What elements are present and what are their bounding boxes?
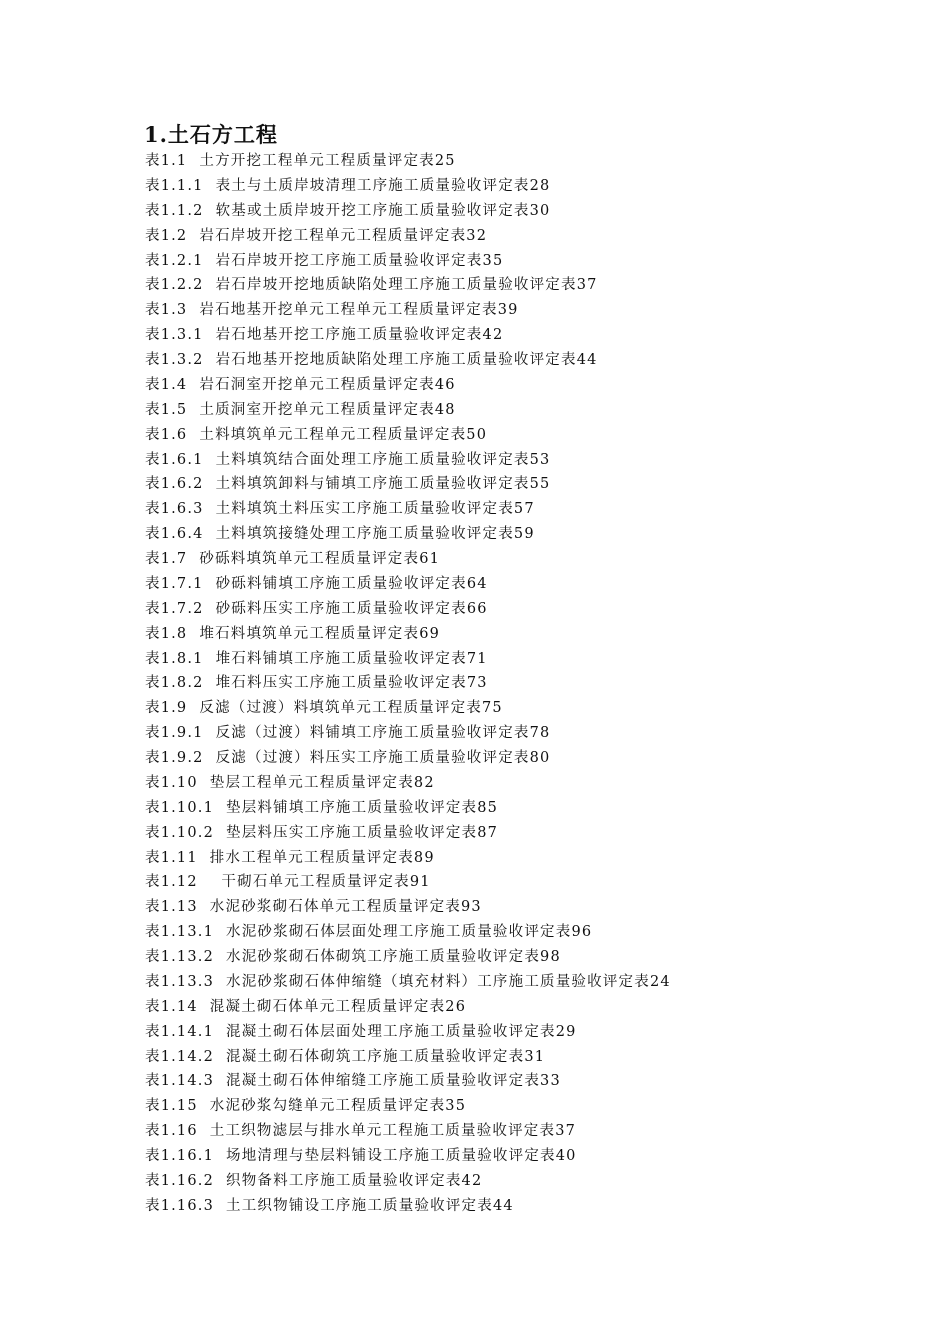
- toc-entry-number: 表1.9.2: [145, 750, 204, 766]
- toc-entry: [145, 572, 671, 597]
- toc-entry-page-number: 26: [445, 998, 467, 1015]
- toc-entry-title: 混凝土砌石体单元工程质量评定表: [209, 998, 446, 1015]
- toc-entry: [145, 746, 671, 771]
- toc-entry-title: 混凝土砌石体砌筑工序施工质量验收评定表: [226, 1048, 525, 1065]
- toc-entry-title: 织物备料工序施工质量验收评定表: [226, 1172, 462, 1189]
- toc-entry-number: 表1.16.1: [145, 1148, 215, 1164]
- toc-entry-number: 表1.11: [145, 849, 198, 866]
- toc-entry-title: 砂砾料压实工序施工质量验收评定表: [215, 600, 467, 617]
- section-heading: 1.土石方工程: [144, 122, 278, 147]
- toc-entry-title: 垫层料铺填工序施工质量验收评定表: [226, 799, 478, 816]
- toc-entry-page-number: 71: [466, 650, 488, 667]
- toc-entry-page-number: 46: [434, 376, 456, 393]
- toc-entry-page-number: 75: [481, 700, 503, 717]
- toc-entry-title: 岩石地基开挖单元工程单元工程质量评定表: [199, 302, 498, 319]
- toc-entry-title: 岩石岸坡开挖工程单元工程质量评定表: [199, 227, 467, 244]
- toc-entry-number: 表1.15: [145, 1098, 198, 1115]
- toc-entry-page-number: 35: [445, 1098, 467, 1115]
- toc-entry: [145, 796, 671, 821]
- toc-list: [145, 149, 671, 1219]
- toc-entry-number: 表1.7.1: [145, 575, 204, 592]
- toc-entry-page-number: 80: [529, 750, 551, 766]
- toc-entry: [145, 1169, 671, 1194]
- toc-entry-page-number: 25: [434, 153, 456, 169]
- toc-entry-number: 表1.2.2: [145, 277, 204, 294]
- toc-entry-number: 表1.13.2: [145, 949, 215, 965]
- toc-entry-page-number: 31: [524, 1048, 546, 1065]
- toc-entry-number: 表1.2.1: [145, 252, 204, 269]
- toc-entry-number: 表1.8: [145, 625, 188, 642]
- toc-entry-page-number: 24: [649, 973, 671, 990]
- toc-entry-title: 干砌石单元工程质量评定表: [209, 874, 410, 891]
- toc-entry-number: 表1.1.1: [145, 177, 204, 194]
- toc-entry-title: 表土与土质岸坡清理工序施工质量验收评定表: [215, 177, 530, 194]
- toc-entry-title: 堆石料铺填工序施工质量验收评定表: [215, 650, 467, 667]
- toc-entry-number: 表1.16.2: [145, 1172, 215, 1189]
- toc-entry: [145, 995, 671, 1020]
- toc-entry-number: 表1.12: [145, 874, 198, 891]
- toc-entry-page-number: 28: [529, 177, 551, 194]
- toc-entry-page-number: 73: [466, 675, 488, 692]
- toc-entry: [145, 945, 671, 970]
- toc-entry-number: 表1.5: [145, 401, 188, 418]
- toc-entry: [145, 920, 671, 945]
- toc-entry-page-number: 44: [492, 1197, 514, 1214]
- toc-entry-title: 软基或土质岸坡开挖工序施工质量验收评定表: [215, 202, 530, 219]
- toc-entry-number: 表1.10.1: [145, 799, 215, 816]
- toc-entry: [145, 373, 671, 398]
- toc-entry: [145, 1144, 671, 1169]
- toc-entry-page-number: 48: [434, 401, 456, 418]
- toc-entry-title: 土料填筑接缝处理工序施工质量验收评定表: [215, 526, 514, 543]
- toc-entry-page-number: 55: [529, 476, 551, 493]
- toc-entry-number: 表1.16: [145, 1123, 198, 1140]
- toc-entry-title: 砂砾料铺填工序施工质量验收评定表: [215, 575, 467, 592]
- toc-entry-title: 土料填筑结合面处理工序施工质量验收评定表: [215, 451, 530, 468]
- toc-entry: [145, 846, 671, 871]
- toc-entry: [145, 771, 671, 796]
- toc-entry: [145, 1094, 671, 1119]
- toc-entry-number: 表1.6.3: [145, 501, 204, 518]
- toc-entry-number: 表1.10.2: [145, 824, 215, 841]
- toc-entry-page-number: 57: [513, 501, 535, 518]
- toc-entry-number: 表1.13.1: [145, 924, 215, 941]
- toc-entry-number: 表1.13.3: [145, 973, 215, 990]
- toc-entry-page-number: 37: [576, 277, 598, 294]
- toc-entry-page-number: 89: [413, 849, 435, 866]
- toc-entry-page-number: 32: [466, 227, 488, 244]
- toc-entry-number: 表1.16.3: [145, 1197, 215, 1214]
- toc-entry: [145, 696, 671, 721]
- toc-entry-title: 水泥砂浆砌石体层面处理工序施工质量验收评定表: [226, 924, 572, 941]
- toc-entry-number: 表1.13: [145, 899, 198, 916]
- toc-entry-title: 堆石料压实工序施工质量验收评定表: [215, 675, 467, 692]
- toc-entry: [145, 273, 671, 298]
- toc-entry: [145, 398, 671, 423]
- toc-entry-page-number: 30: [529, 202, 551, 219]
- toc-entry-number: 表1.7.2: [145, 600, 204, 617]
- toc-entry-page-number: 93: [461, 899, 482, 916]
- toc-entry-title: 土料填筑土料压实工序施工质量验收评定表: [215, 501, 514, 518]
- toc-entry-number: 表1.14.2: [145, 1048, 215, 1065]
- toc-entry-title: 土方开挖工程单元工程质量评定表: [199, 153, 435, 169]
- toc-entry-page-number: 42: [482, 327, 504, 344]
- toc-entry-title: 岩石地基开挖工序施工质量验收评定表: [215, 327, 483, 344]
- toc-entry-number: 表1.9: [145, 700, 188, 717]
- toc-entry: [145, 174, 671, 199]
- toc-entry-title: 岩石岸坡开挖地质缺陷处理工序施工质量验收评定表: [215, 277, 577, 294]
- toc-entry-number: 表1.1.2: [145, 202, 204, 219]
- toc-entry: [145, 1069, 671, 1094]
- toc-entry-number: 表1.10: [145, 774, 198, 791]
- toc-entry-title: 土工织物滤层与排水单元工程施工质量验收评定表: [209, 1123, 556, 1140]
- toc-entry: [145, 323, 671, 348]
- toc-entry-page-number: 66: [466, 600, 488, 617]
- toc-entry: [145, 497, 671, 522]
- toc-entry-title: 岩石地基开挖地质缺陷处理工序施工质量验收评定表: [215, 352, 577, 368]
- toc-entry-title: 土工织物铺设工序施工质量验收评定表: [226, 1197, 493, 1214]
- toc-entry-number: 表1.9.1: [145, 725, 204, 742]
- toc-entry-title: 水泥砂浆砌石体砌筑工序施工质量验收评定表: [226, 949, 541, 965]
- toc-entry-title: 土质洞室开挖单元工程质量评定表: [199, 401, 435, 418]
- toc-entry-title: 反滤（过渡）料填筑单元工程质量评定表: [199, 700, 482, 717]
- toc-entry-number: 表1.3.1: [145, 327, 204, 344]
- toc-entry-page-number: 59: [513, 526, 535, 543]
- toc-entry-page-number: 87: [477, 824, 499, 841]
- toc-entry-title: 排水工程单元工程质量评定表: [209, 849, 414, 866]
- toc-entry-title: 反滤（过渡）料压实工序施工质量验收评定表: [215, 750, 530, 766]
- toc-entry-title: 土料填筑卸料与铺填工序施工质量验收评定表: [215, 476, 530, 493]
- toc-entry-number: 表1.6: [145, 426, 188, 443]
- toc-entry-page-number: 29: [555, 1023, 577, 1040]
- toc-entry-page-number: 53: [529, 451, 551, 468]
- toc-entry: [145, 622, 671, 647]
- toc-entry-number: 表1.3.2: [145, 352, 204, 368]
- toc-entry-title: 反滤（过渡）料铺填工序施工质量验收评定表: [215, 725, 530, 742]
- toc-entry-page-number: 85: [477, 799, 499, 816]
- toc-entry-title: 岩石洞室开挖单元工程质量评定表: [199, 376, 435, 393]
- toc-entry-title: 土料填筑单元工程单元工程质量评定表: [199, 426, 467, 443]
- toc-entry-title: 岩石岸坡开挖工序施工质量验收评定表: [215, 252, 483, 269]
- toc-entry-number: 表1.7: [145, 551, 188, 567]
- toc-entry: [145, 895, 671, 920]
- toc-entry-page-number: 37: [555, 1123, 577, 1140]
- toc-entry-number: 表1.14.3: [145, 1073, 215, 1090]
- toc-entry: [145, 199, 671, 224]
- toc-entry-number: 表1.6.2: [145, 476, 204, 493]
- toc-entry-page-number: 50: [466, 426, 488, 443]
- toc-entry-number: 表1.8.1: [145, 650, 204, 667]
- toc-entry: [145, 448, 671, 473]
- toc-entry-title: 堆石料填筑单元工程质量评定表: [199, 625, 420, 642]
- toc-entry-number: 表1.6.4: [145, 526, 204, 543]
- toc-entry: [145, 721, 671, 746]
- toc-entry-page-number: 69: [419, 625, 441, 642]
- toc-entry: [145, 647, 671, 672]
- toc-entry-number: 表1.4: [145, 376, 188, 393]
- toc-entry-page-number: 40: [555, 1148, 577, 1164]
- toc-entry: [145, 597, 671, 622]
- toc-entry: [145, 224, 671, 249]
- toc-entry-page-number: 64: [466, 575, 488, 592]
- toc-entry-number: 表1.2: [145, 227, 188, 244]
- toc-entry: [145, 870, 671, 895]
- toc-entry-page-number: 96: [571, 924, 593, 941]
- toc-entry: [145, 1020, 671, 1045]
- toc-entry-number: 表1.6.1: [145, 451, 204, 468]
- toc-entry-title: 垫层工程单元工程质量评定表: [209, 774, 414, 791]
- toc-entry-title: 水泥砂浆砌石体伸缩缝（填充材料）工序施工质量验收评定表: [226, 973, 650, 990]
- toc-entry-title: 垫层料压实工序施工质量验收评定表: [226, 824, 478, 841]
- toc-entry-page-number: 78: [529, 725, 551, 742]
- toc-entry-page-number: 39: [497, 302, 519, 319]
- toc-entry: [145, 423, 671, 448]
- toc-entry: [145, 970, 671, 995]
- toc-entry-number: 表1.1: [145, 153, 188, 169]
- toc-entry: [145, 348, 671, 373]
- toc-entry-number: 表1.3: [145, 302, 188, 319]
- toc-entry: [145, 298, 671, 323]
- toc-entry-page-number: 82: [413, 774, 435, 791]
- toc-entry-number: 表1.14: [145, 998, 198, 1015]
- toc-entry: [145, 472, 671, 497]
- toc-entry: [145, 1119, 671, 1144]
- toc-entry: [145, 1045, 671, 1070]
- toc-entry-title: 场地清理与垫层料铺设工序施工质量验收评定表: [226, 1148, 556, 1164]
- toc-entry-page-number: 33: [540, 1073, 561, 1090]
- toc-entry: [145, 821, 671, 846]
- toc-entry-page-number: 91: [409, 874, 431, 891]
- toc-entry-page-number: 35: [482, 252, 504, 269]
- toc-entry: [145, 547, 671, 572]
- toc-entry-page-number: 42: [461, 1172, 483, 1189]
- toc-entry-number: 表1.8.2: [145, 675, 204, 692]
- toc-entry-title: 混凝土砌石体伸缩缝工序施工质量验收评定表: [226, 1073, 541, 1090]
- toc-entry: [145, 1194, 671, 1219]
- toc-entry-page-number: 98: [540, 949, 561, 965]
- toc-entry-title: 砂砾料填筑单元工程质量评定表: [199, 551, 420, 567]
- toc-entry: [145, 671, 671, 696]
- toc-entry-title: 水泥砂浆勾缝单元工程质量评定表: [209, 1098, 446, 1115]
- toc-entry-title: 水泥砂浆砌石体单元工程质量评定表: [209, 899, 461, 916]
- toc-entry: [145, 249, 671, 274]
- toc-entry-page-number: 44: [576, 352, 598, 368]
- toc-entry: [145, 522, 671, 547]
- toc-entry-number: 表1.14.1: [145, 1023, 215, 1040]
- toc-entry-page-number: 61: [419, 551, 441, 567]
- toc-entry-title: 混凝土砌石体层面处理工序施工质量验收评定表: [226, 1023, 556, 1040]
- toc-entry: [145, 149, 671, 174]
